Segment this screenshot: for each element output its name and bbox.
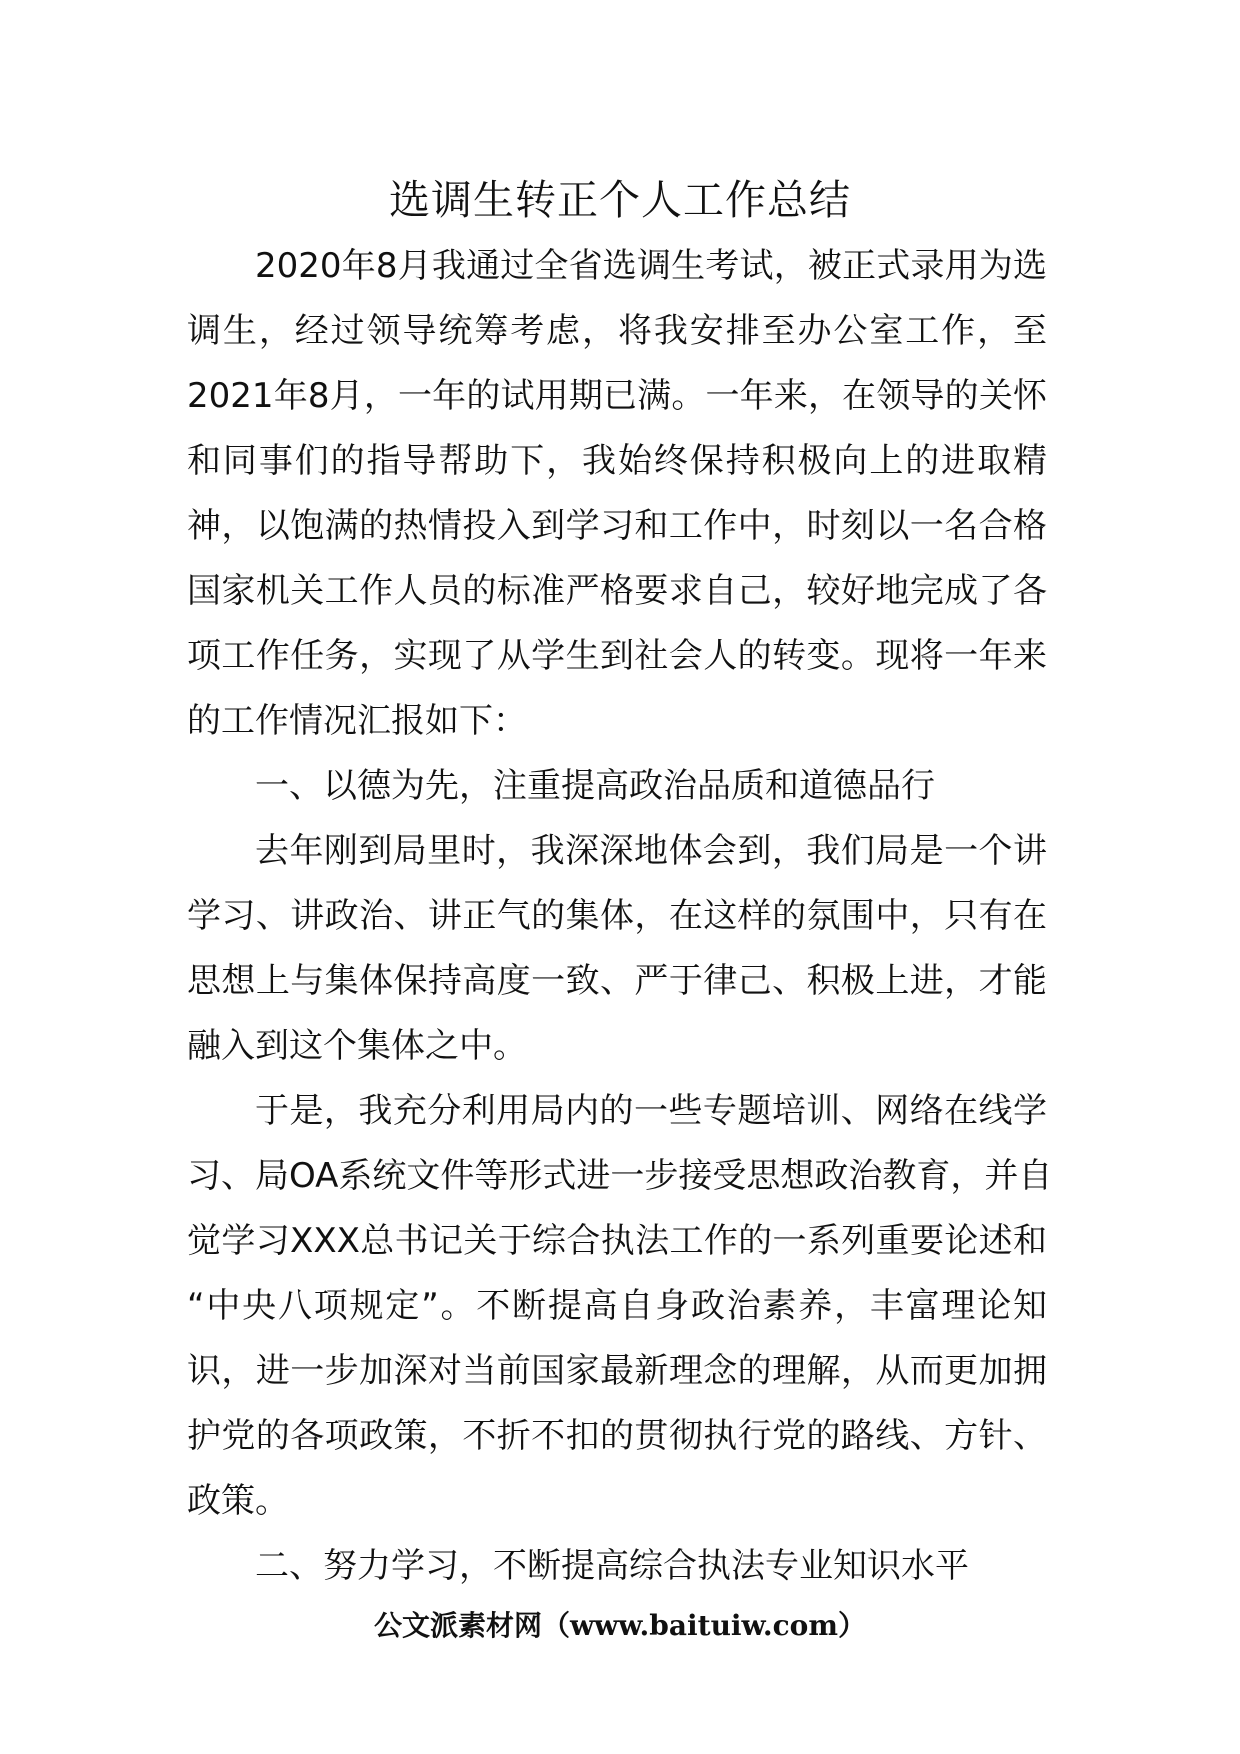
text-line: 于是，我充分利用局内的一些专题培训、网络在线学 xyxy=(255,1091,1047,1131)
document-body xyxy=(187,234,1053,1599)
text-line: 神，以饱满的热情投入到学习和工作中，时刻以一名合格 xyxy=(187,506,1047,546)
text-line: 融入到这个集体之中。 xyxy=(187,1026,527,1066)
text-line: 2021年8月，一年的试用期已满。一年来，在领导的关怀 xyxy=(187,376,1047,416)
text-line: 学习、讲政治、讲正气的集体，在这样的氛围中，只有在 xyxy=(187,896,1047,936)
paragraph xyxy=(187,234,1047,754)
paragraph xyxy=(187,819,1047,1079)
document-title: 选调生转正个人工作总结 xyxy=(389,176,851,224)
page-footer-watermark: 公文派素材网（www.baituiw.com） xyxy=(374,1609,866,1642)
section-heading xyxy=(187,754,1047,819)
text-line: “中央八项规定”。不断提高自身政治素养，丰富理论知 xyxy=(187,1286,1047,1326)
text-line: 习、局OA系统文件等形式进一步接受思想政治教育，并自 xyxy=(187,1156,1053,1196)
text-line: 一、以德为先，注重提高政治品质和道德品行 xyxy=(255,766,935,806)
text-line: 调生，经过领导统筹考虑，将我安排至办公室工作，至 xyxy=(187,311,1047,351)
text-line: 政策。 xyxy=(187,1481,289,1521)
text-line: 护党的各项政策，不折不扣的贯彻执行党的路线、方针、 xyxy=(187,1416,1047,1456)
text-line: 思想上与集体保持高度一致、严于律己、积极上进，才能 xyxy=(187,961,1047,1001)
paragraph xyxy=(187,1079,1053,1534)
text-line: 觉学习XXX总书记关于综合执法工作的一系列重要论述和 xyxy=(187,1221,1047,1261)
text-line: 二、努力学习，不断提高综合执法专业知识水平 xyxy=(255,1546,969,1586)
text-line: 去年刚到局里时，我深深地体会到，我们局是一个讲 xyxy=(255,831,1047,871)
text-line: 2020年8月我通过全省选调生考试，被正式录用为选 xyxy=(255,246,1047,286)
text-line: 项工作任务，实现了从学生到社会人的转变。现将一年来 xyxy=(187,636,1047,676)
text-line: 国家机关工作人员的标准严格要求自己，较好地完成了各 xyxy=(187,571,1047,611)
text-line: 的工作情况汇报如下： xyxy=(187,701,527,741)
section-heading xyxy=(187,1534,1047,1599)
text-line: 识，进一步加深对当前国家最新理念的理解，从而更加拥 xyxy=(187,1351,1047,1391)
text-line: 和同事们的指导帮助下，我始终保持积极向上的进取精 xyxy=(187,441,1047,481)
